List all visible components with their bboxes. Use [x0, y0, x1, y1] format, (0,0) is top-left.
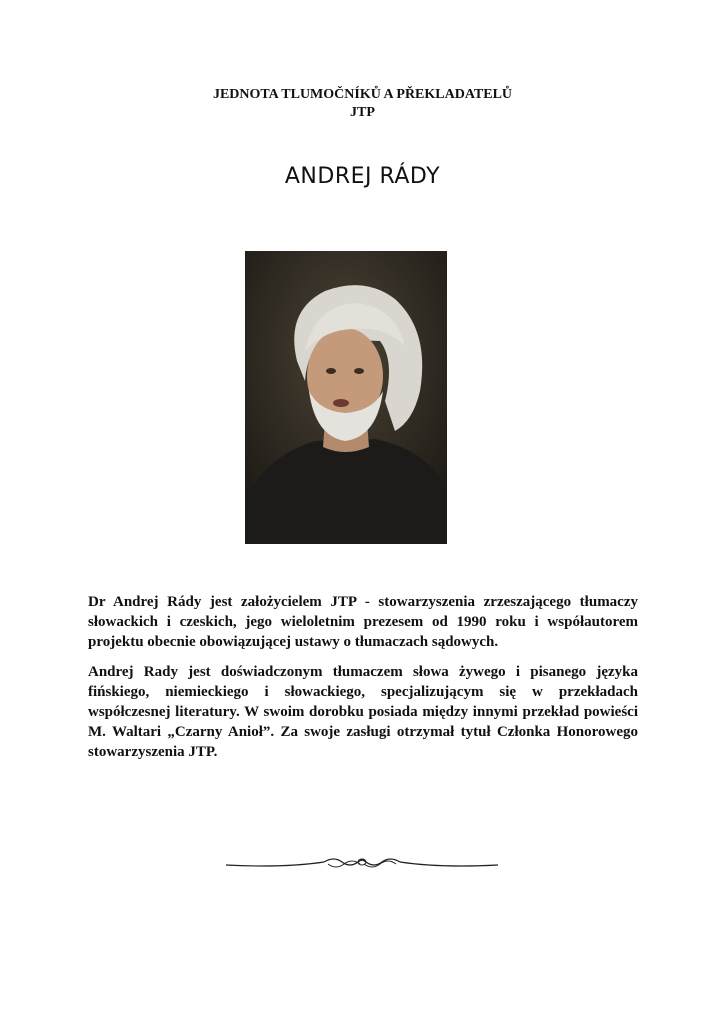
portrait-photo [245, 251, 447, 544]
person-name: ANDREJ RÁDY [284, 164, 441, 189]
decorative-divider-icon [224, 852, 500, 874]
portrait-illustration [245, 251, 447, 544]
organization-name: JEDNOTA TLUMOČNÍKŮ A PŘEKLADATELŮ [212, 87, 513, 102]
biography-paragraph: Andrej Rady jest doświadczonym tłumaczem słowa żywego i pisanego języka fińskiego, niemieckiego i słowackiego, specjalizującym się w przekładach współczesnej literatury. W swoim dorobku posiada między innymi przekład powieści M. Waltari „Czarny Anioł”. Za swoje zasługi otrzymał tytuł Członka Honorowego stowarzyszenia JTP. [88, 664, 638, 760]
biography [88, 592, 638, 772]
biography-paragraph: Dr Andrej Rády jest założycielem JTP - stowarzyszenia zrzeszającego tłumaczy słowackich i czeskich, jego wieloletnim prezesem od 1990 roku i współautorem projektu obecnie obowiązującej ustawy o tłumaczach sądowych. [88, 594, 638, 650]
organization-header [0, 86, 725, 122]
organization-abbreviation: JTP [350, 105, 375, 120]
